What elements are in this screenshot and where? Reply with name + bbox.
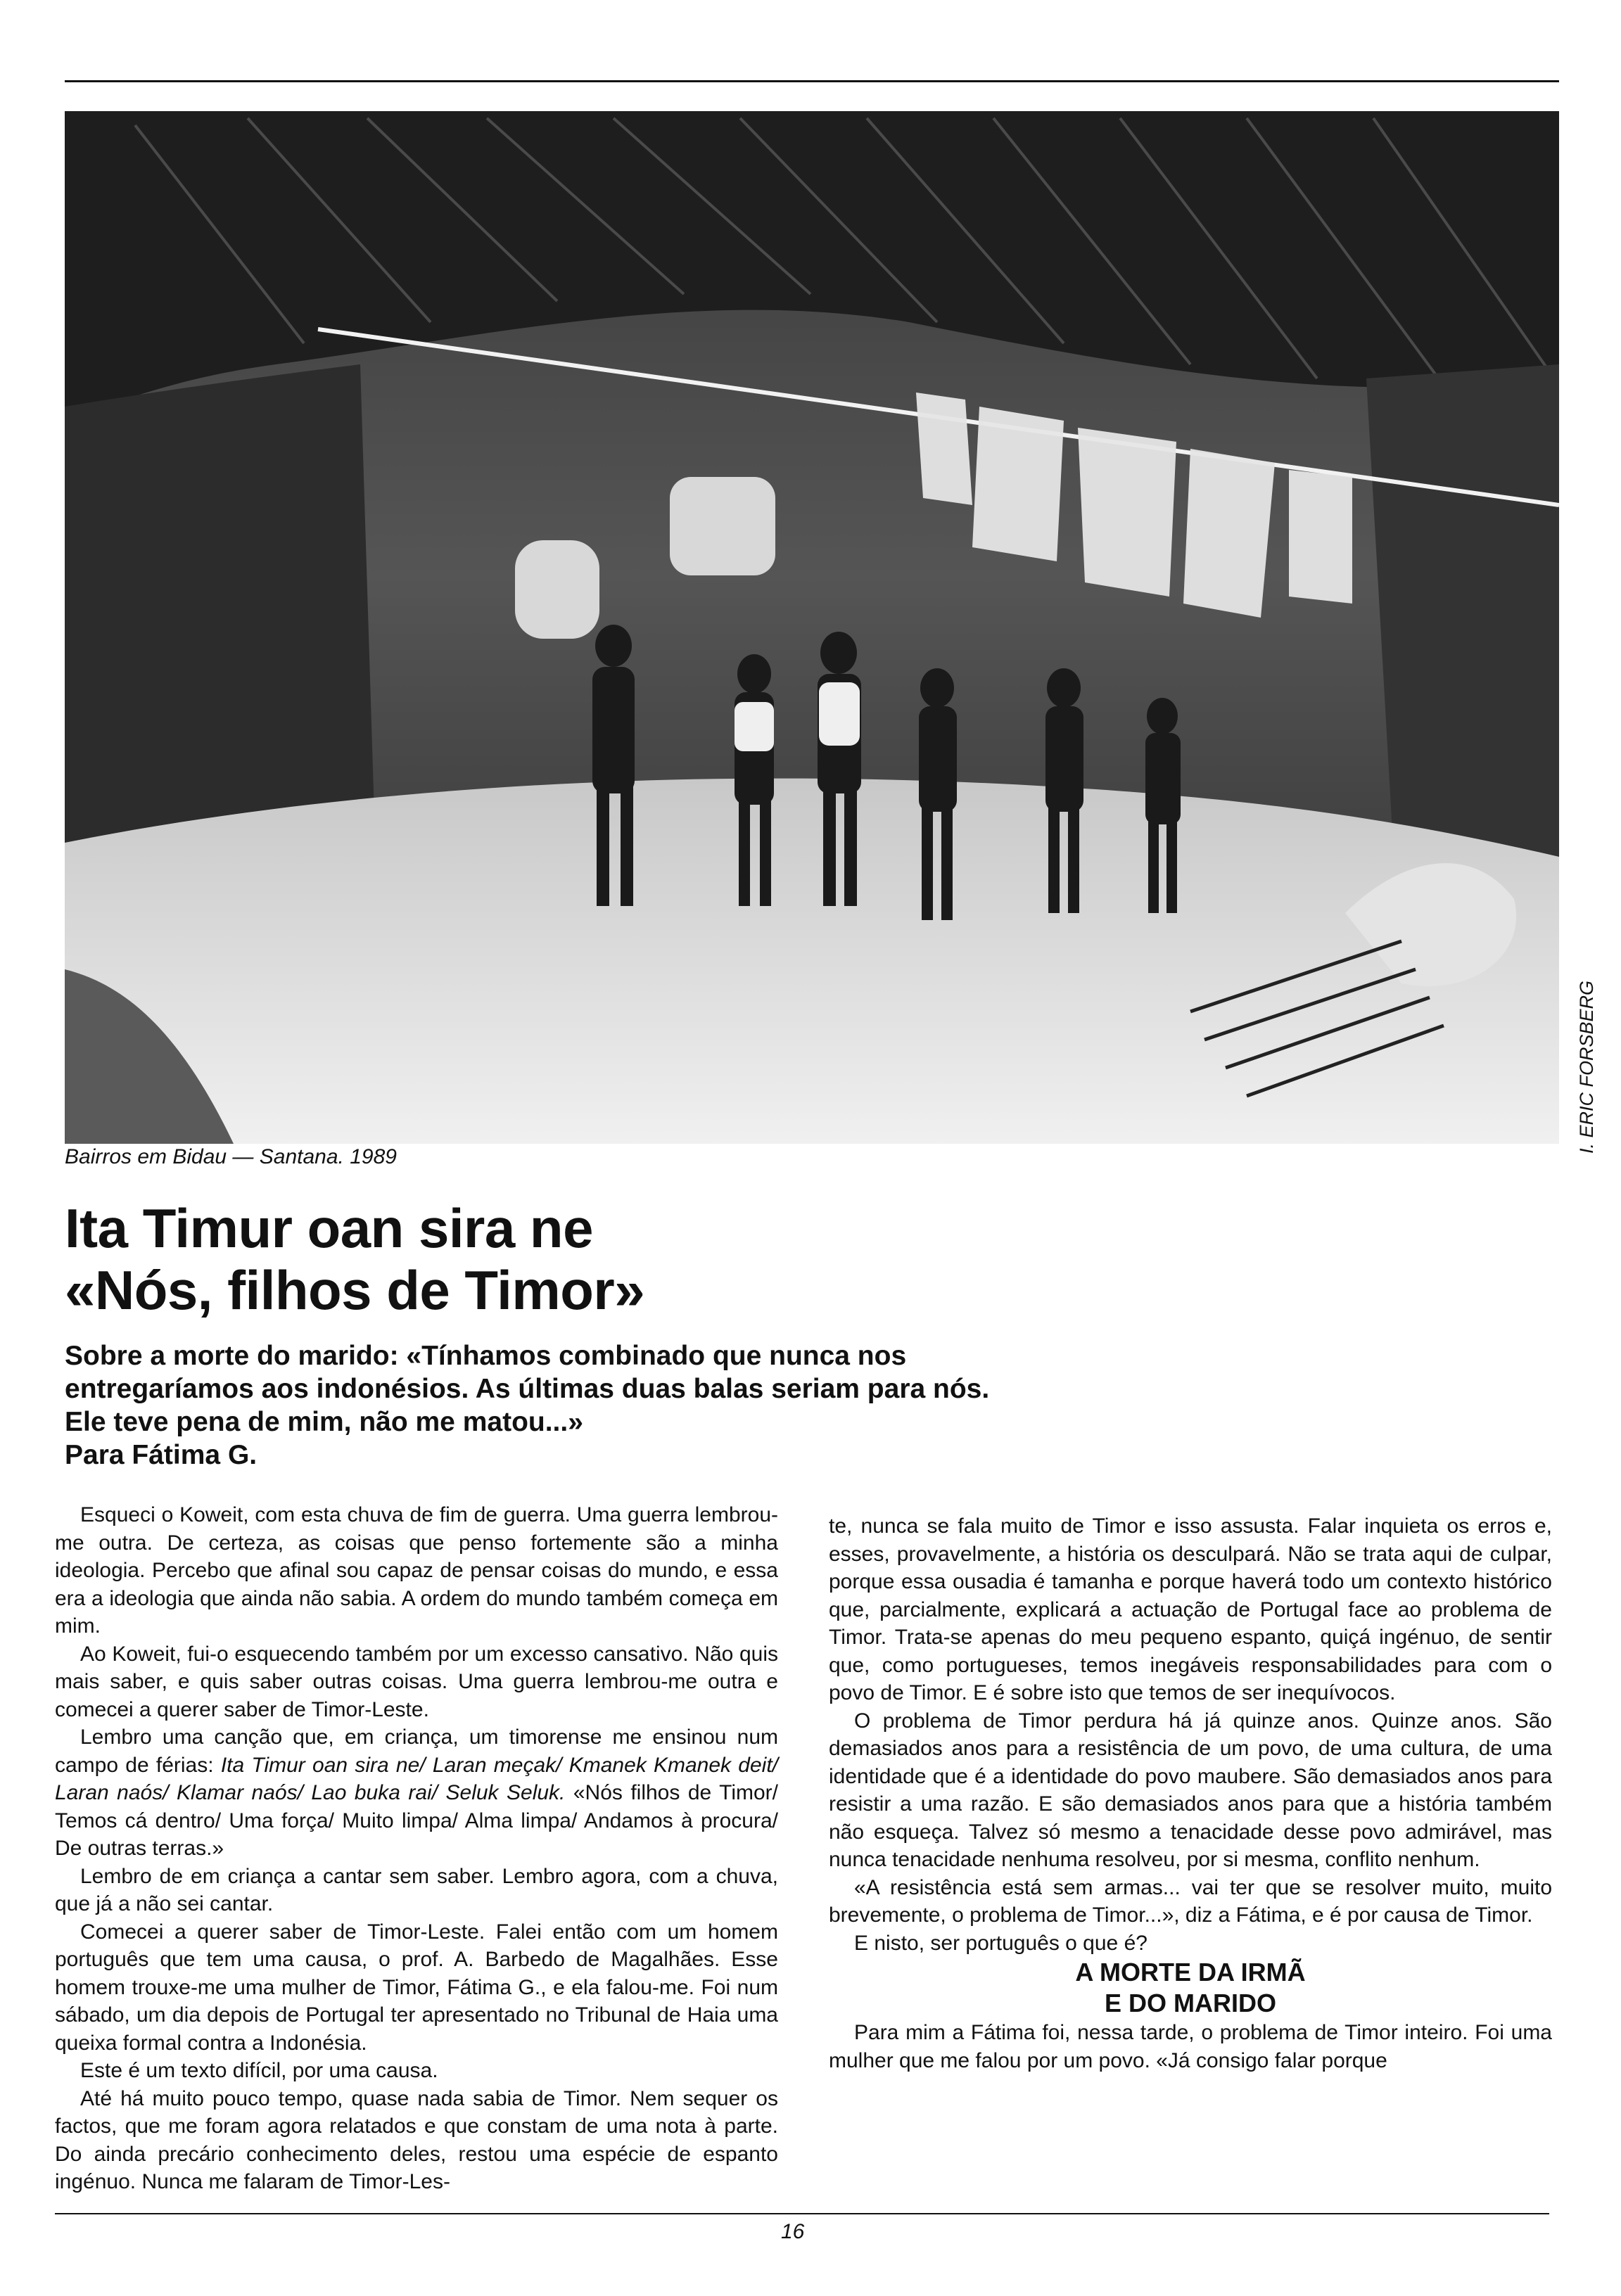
paragraph: E nisto, ser português o que é? <box>854 1931 1148 1955</box>
song-lyrics-tetum: Ita Timur oan sira ne/ Laran meçak/ Kmanek Kmanek deit/ Laran naós/ Klamar naós/ Lao buka rai/ Seluk Seluk. <box>55 1753 778 1804</box>
top-rule <box>65 80 1559 82</box>
headline-line-1: Ita Timur oan sira ne <box>65 1197 593 1259</box>
paragraph: Esqueci o Koweit, com esta chuva de fim de guerra. Uma guerra lembrou-me outra. De certeza, as coisas que penso fortemente são a minha ideologia. Percebo que afinal sou capaz de pensar coisas do mundo, e essa era a ideologia que ainda não sabia. A ordem do mundo também começa em mim. <box>55 1503 778 1638</box>
paragraph: «A resistência está sem armas... vai ter que se resolver muito, muito brevemente, o problema de Timor...», diz a Fátima, e é por causa de Timor. <box>829 1875 1552 1927</box>
paragraph-text: Lembro uma canção que, em criança, um timorense me ensinou num campo de férias: <box>55 1726 778 1777</box>
subheading-line-1: A MORTE DA IRMÃ <box>1075 1958 1306 1986</box>
deck-line-3: Ele teve pena de mim, não me matou...» <box>65 1407 583 1437</box>
song-lyrics-portuguese: «Nós filhos de Timor/ Temos cá dentro/ Uma força/ Muito limpa/ Alma limpa/ Andamos à procura/ De outras terras.» <box>55 1781 778 1860</box>
paragraph-song <box>55 1723 778 1863</box>
deck-line-1: Sobre a morte do marido: «Tínhamos combinado que nunca nos <box>65 1341 907 1371</box>
bottom-rule <box>55 2213 1549 2214</box>
article-deck <box>65 1339 1190 1472</box>
paragraph-continued: te, nunca se fala muito de Timor e isso assusta. Falar inquieta os erros e, esses, provavelmente, a história os desculpará. Não se trata aqui de culpar, porque essa ousadia é tamanha e porque haverá todo um contexto histórico que, parcialmente, explicará a actuação de Portugal face ao problema de Timor. Trata-se apenas do meu pequeno espanto, quiçá ingénuo, de sentir que, como portugueses, temos inegáveis responsabilidades para com o povo de Timor. E é sobre isto que temos de ser inequívocos. <box>829 1514 1552 1704</box>
paragraph: Comecei a querer saber de Timor-Leste. Falei então com um homem português que tem uma causa, o prof. A. Barbedo de Magalhães. Esse homem trouxe-me uma mulher de Timor, Fátima G., e ela falou-me. Foi num sábado, um dia depois de Portugal ter apresentado no Tribunal de Haia uma queixa formal contra a Indonésia. <box>55 1920 778 2055</box>
page-number: 16 <box>781 2220 805 2243</box>
photo-credit-text: I. ERIC FORSBERG <box>1576 980 1597 1154</box>
paragraph: Para mim a Fátima foi, nessa tarde, o problema de Timor inteiro. Foi uma mulher que me falou por um povo. «Já consigo falar porque <box>829 2021 1552 2072</box>
paragraph: Este é um texto difícil, por uma causa. <box>80 2059 438 2082</box>
photo-caption: Bairros em Bidau — Santana. 1989 <box>65 1145 397 1168</box>
photo-illustration <box>65 111 1559 1144</box>
photo-credit <box>1555 943 1597 1154</box>
photo-village-huts <box>65 111 1559 1144</box>
article-headline <box>65 1197 1190 1321</box>
body-column-right <box>829 1512 1552 2074</box>
paragraph: Até há muito pouco tempo, quase nada sabia de Timor. Nem sequer os factos, que me foram agora relatados e que constam de uma nota à parte. Do ainda precário conhecimento deles, restou uma espécie de espanto ingénuo. Nunca me falaram de Timor-Les- <box>55 2086 778 2193</box>
deck-line-2: entregaríamos aos indonésios. As últimas duas balas seriam para nós. <box>65 1374 990 1404</box>
headline-line-2: «Nós, filhos de Timor» <box>65 1259 645 1321</box>
subheading-line-2: E DO MARIDO <box>1104 1989 1276 2017</box>
paragraph: Lembro de em criança a cantar sem saber. Lembro agora, com a chuva, que já a não sei cantar. <box>55 1864 778 1915</box>
paragraph: O problema de Timor perdura há já quinze anos. Quinze anos. São demasiados anos para a resistência de um povo, de uma cultura, de uma identidade que é a identidade do povo maubere. São demasiados anos para resistir a uma razão. E são demasiados anos para que a história também não esqueça. Talvez só mesmo a tenacidade desse povo admirável, mas nunca tenacidade nenhuma resolveu, por si mesma, conflito nenhum. <box>829 1709 1552 1871</box>
section-subheading <box>829 1957 1552 2019</box>
body-column-left <box>55 1501 778 2196</box>
deck-line-4: Para Fátima G. <box>65 1440 258 1470</box>
paragraph: Ao Koweit, fui-o esquecendo também por um excesso cansativo. Não quis mais saber, e quis saber outras coisas. Uma guerra lembrou-me outra e comecei a querer saber de Timor-Leste. <box>55 1642 778 1721</box>
